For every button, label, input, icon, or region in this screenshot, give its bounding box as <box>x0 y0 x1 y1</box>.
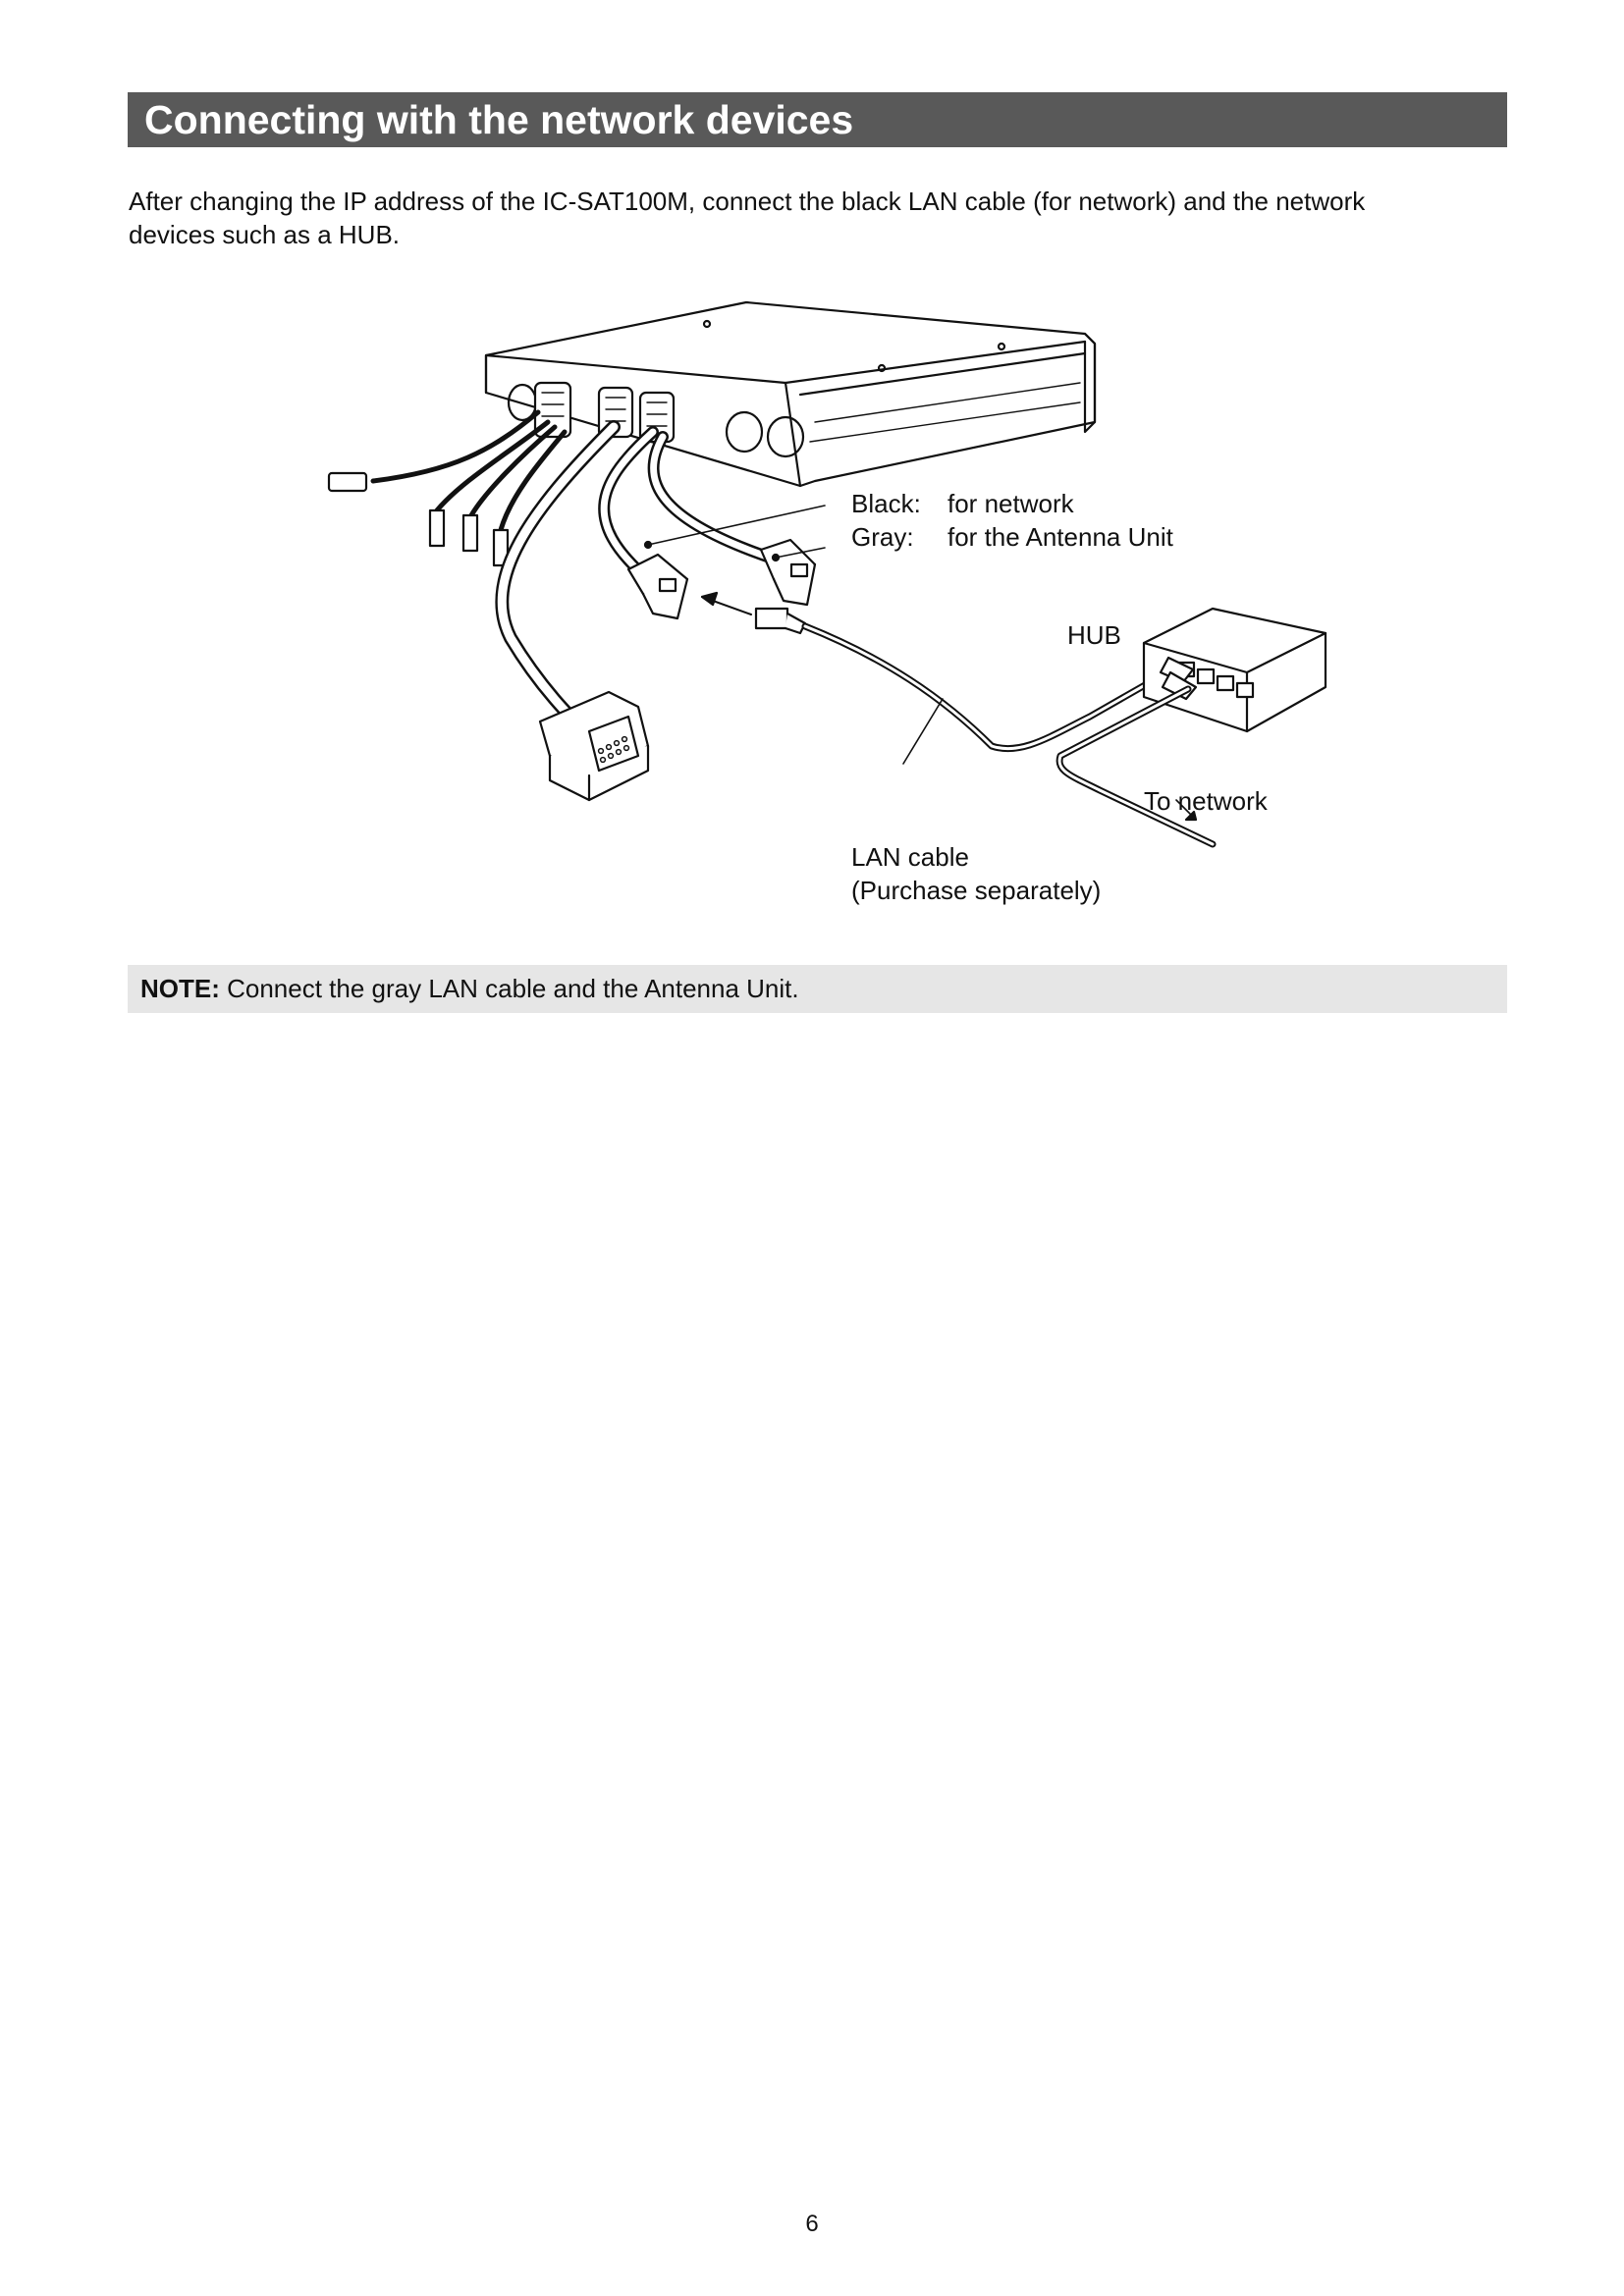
hub <box>1144 609 1326 731</box>
power-leads <box>329 412 565 565</box>
section-title: Connecting with the network devices <box>128 92 1507 147</box>
intro-line-2: devices such as a HUB. <box>129 220 401 249</box>
connection-diagram <box>314 285 1345 923</box>
label-lan-cable: LAN cable <box>851 842 969 872</box>
page-number: 6 <box>805 2211 819 2237</box>
note-prefix: NOTE: <box>140 974 220 1003</box>
connection-diagram-svg <box>314 285 1345 923</box>
label-gray-desc: for the Antenna Unit <box>947 522 1173 552</box>
label-gray: Gray: <box>851 522 914 552</box>
note-box <box>128 965 1507 1013</box>
label-black: Black: <box>851 489 921 518</box>
black-lan-cable <box>604 432 687 618</box>
intro-paragraph <box>129 185 1523 251</box>
label-to-network: To network <box>1144 786 1268 816</box>
note-text: Connect the gray LAN cable and the Antenna Unit. <box>219 974 799 1003</box>
label-black-desc: for network <box>947 489 1074 518</box>
intro-line-1: After changing the IP address of the IC-SAT100M, connect the black LAN cable (for network) and the network <box>129 187 1366 216</box>
label-lan-cable-note: (Purchase separately) <box>851 876 1102 905</box>
label-hub: HUB <box>1067 620 1121 650</box>
